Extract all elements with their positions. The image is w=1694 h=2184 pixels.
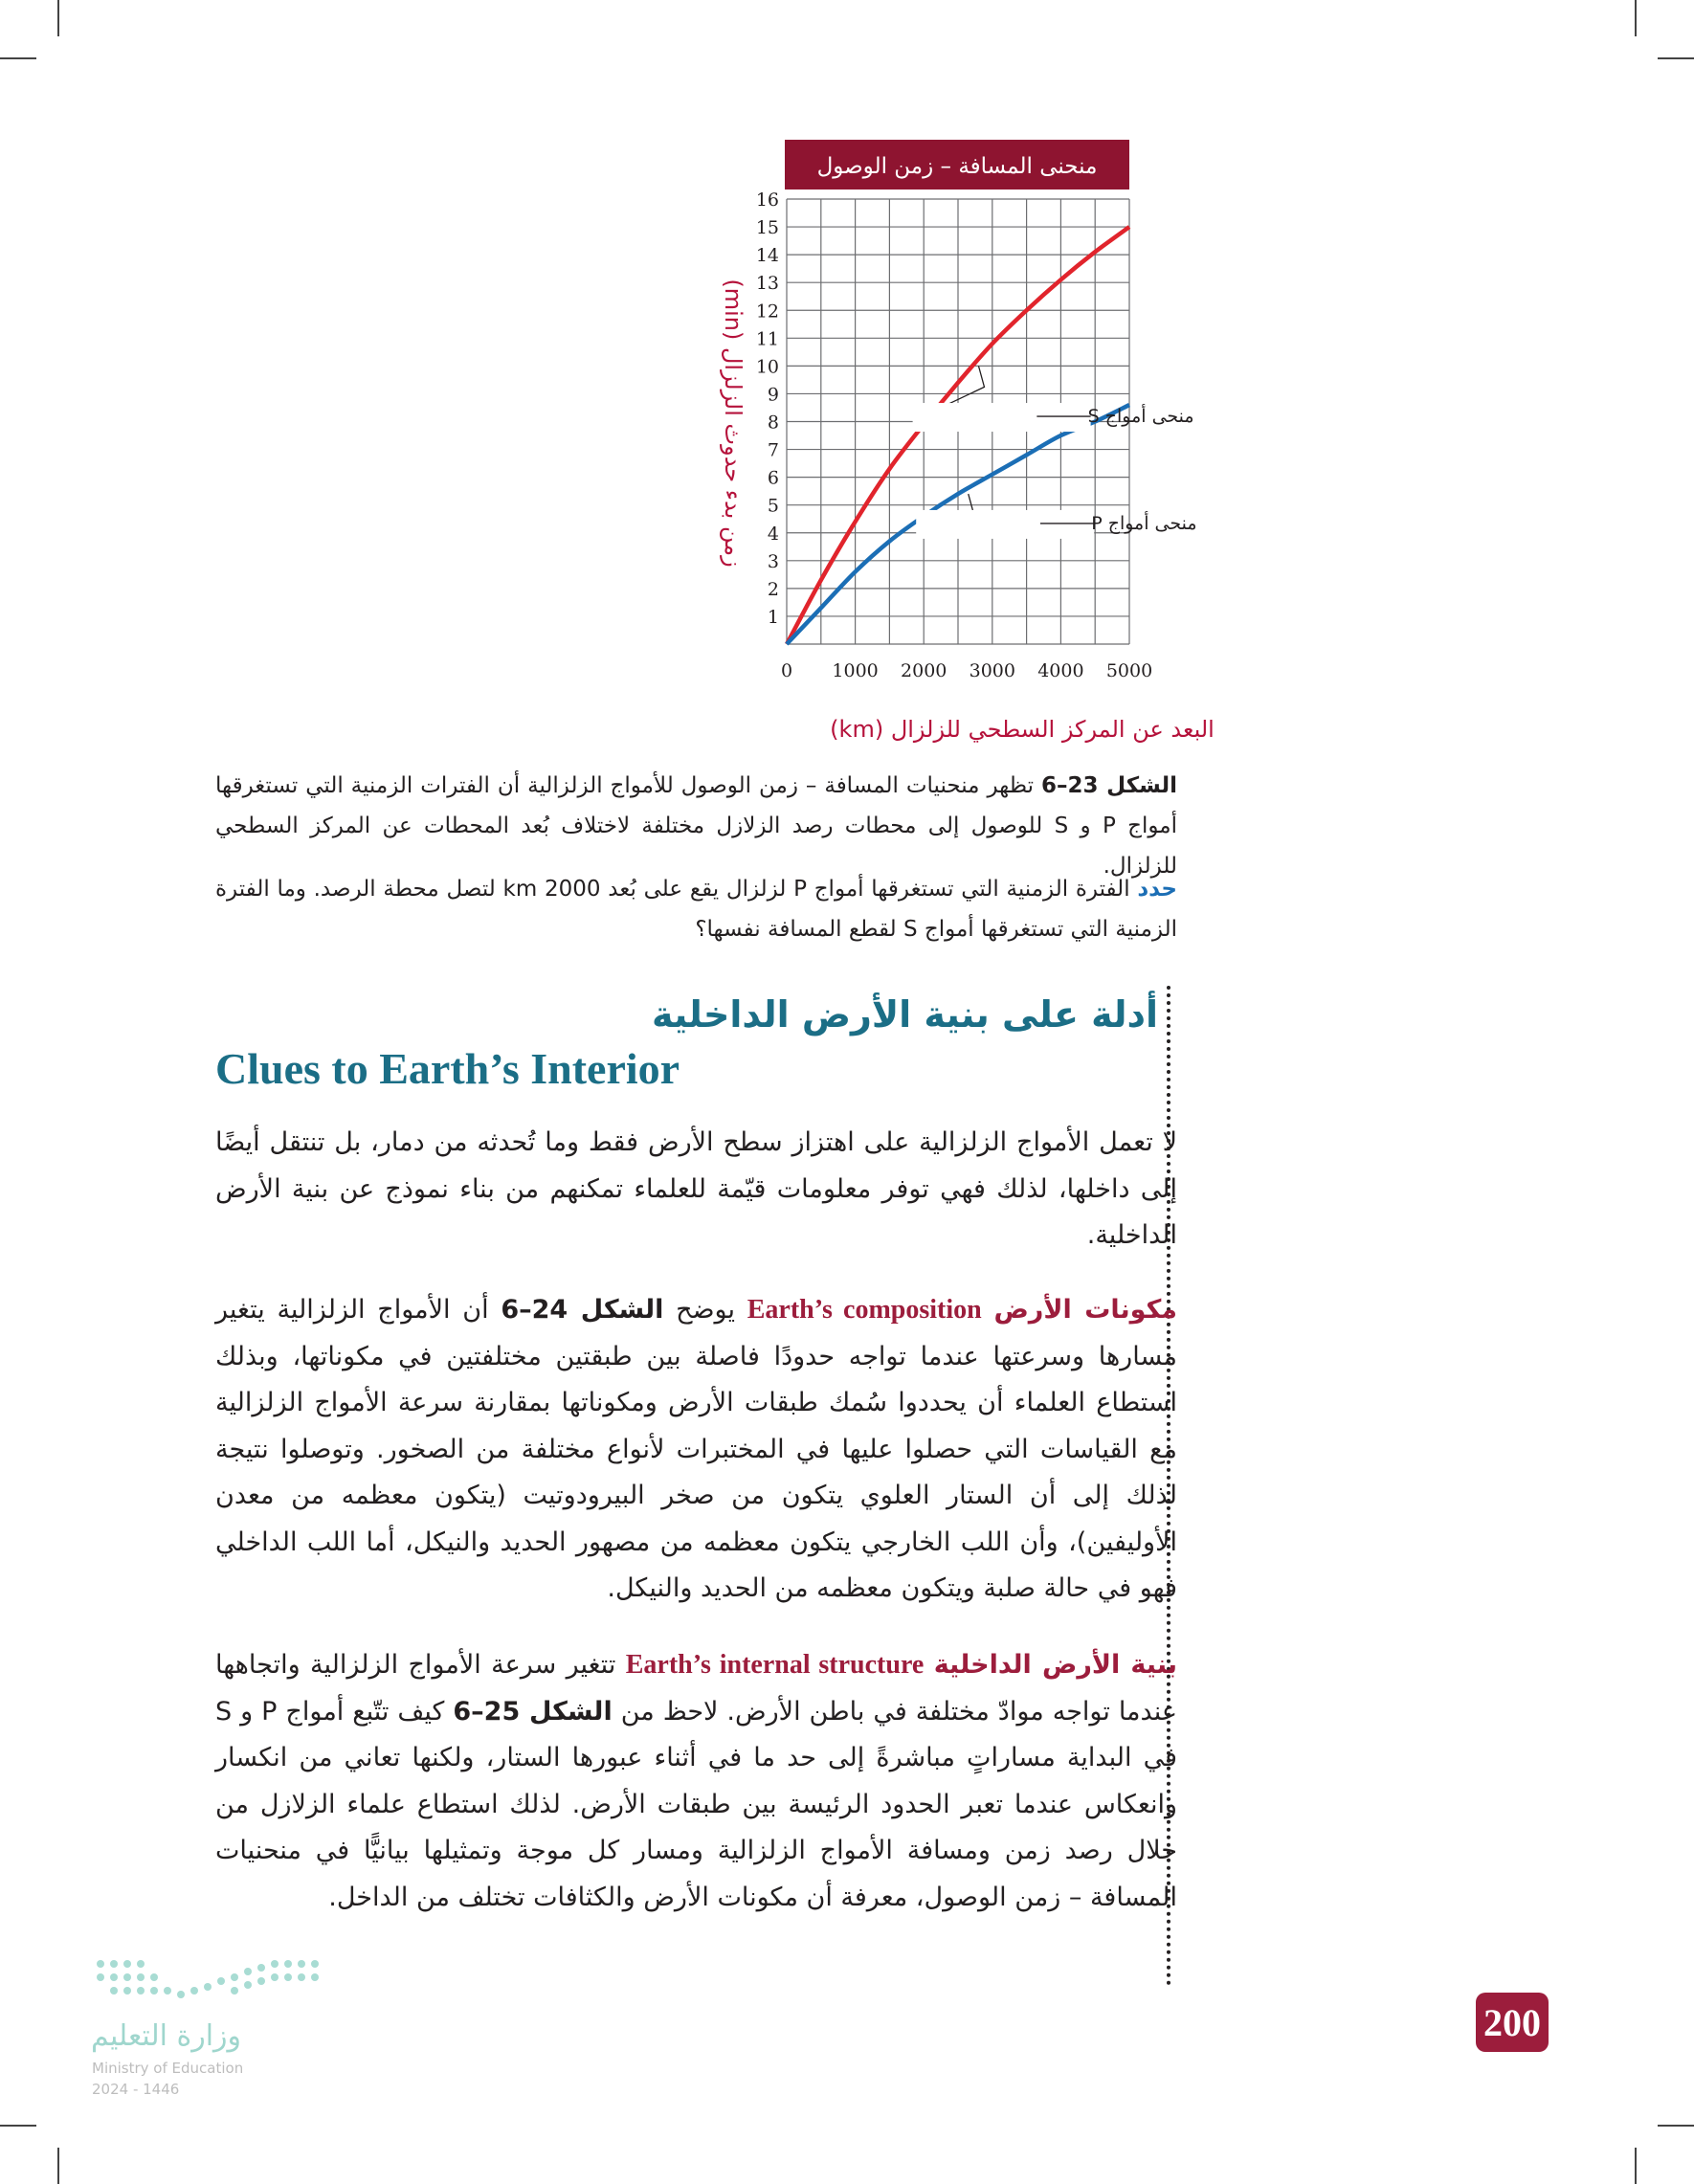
ministry-logo-icon	[91, 1952, 340, 2019]
section-heading-en: Clues to Earth’s Interior	[215, 1044, 680, 1093]
y-tick-label: 15	[755, 217, 779, 239]
intro-text: لا تعمل الأمواج الزلزالية على اهتزاز سطح الأرض فقط وما تُحدثه من دمار، بل تنتقل أيضًا إلى داخلها، لذلك فهي توفر معلومات قيّمة للعلماء تمكنهم من بناء نموذج عن بنية الأرض الداخلية.	[215, 1127, 1177, 1250]
series-callout-bg	[913, 403, 1091, 432]
composition-term-ar: مكونات الأرض	[993, 1295, 1177, 1325]
figure-question	[215, 869, 1177, 949]
composition-pre: يوضح	[676, 1295, 735, 1325]
y-tick-label: 1	[767, 606, 779, 628]
ministry-name-ar: وزارة التعليم	[91, 2019, 242, 2053]
structure-term-ar: بنية الأرض الداخلية	[933, 1650, 1177, 1680]
crop-mark	[1635, 2148, 1637, 2184]
chart-title: منحنى المسافة – زمن الوصول	[816, 154, 1098, 179]
crop-mark	[57, 0, 59, 36]
crop-mark	[1658, 2125, 1694, 2127]
caption-text: تظهر منحنيات المسافة – زمن الوصول للأمواج الزلزالية أن الفترات الزمنية التي تستغرقها أمواج P و S للوصول إلى محطات رصد الزلازل مختلفة لاختلاف بُعد المحطات عن المركز السطحي للزلزال.	[215, 773, 1178, 879]
question-verb: حدد	[1137, 877, 1177, 902]
y-tick-label: 12	[755, 301, 779, 323]
question-text: الفترة الزمنية التي تستغرقها أمواج P لزلزال يقع على بُعد 2000 km لتصل محطة الرصد. وما الفترة الزمنية التي تستغرقها أمواج S لقطع المسافة نفسها؟	[215, 877, 1177, 942]
y-tick-label: 6	[767, 467, 779, 489]
y-tick-label: 8	[767, 412, 779, 434]
y-tick-label: 10	[755, 356, 779, 378]
y-tick-label: 5	[767, 495, 779, 517]
crop-mark	[57, 2148, 59, 2184]
figure-number: الشكل 23–6	[1040, 773, 1177, 798]
x-axis-label: البعد عن المركز السطحي للزلزال (km)	[830, 716, 1215, 743]
series-callout-label: منحى أمواج S	[1087, 406, 1194, 428]
composition-term-en: Earth’s composition	[747, 1295, 982, 1325]
x-tick-label: 0	[780, 660, 793, 681]
crop-mark	[1658, 57, 1694, 59]
composition-text: أن الأمواج الزلزالية يتغير مسارها وسرعتها عندما تواجه حدودًا فاصلة بين طبقتين مختلفتين في مكوناتها، وبذلك استطاع العلماء أن يحددوا سُمك طبقات الأرض ومكوناتها بمقارنة سرعة الأمواج الزلزالية مع القياسات التي حصلوا عليها في المختبرات لأنواع مختلفة من الصخور. وتوصلوا نتيجة لذلك إلى أن الستار العلوي يتكون من صخر البيرودوتيت (يتكون معظمه من معدن الأوليفين)، وأن اللب الخارجي يتكون معظمه من مصهور الحديد والنيكل، أما اللب الداخلي فهو في حالة صلبة ويتكون معظمه من الحديد والنيكل.	[215, 1295, 1177, 1603]
crop-mark	[0, 57, 36, 59]
structure-text-1: تتغير سرعة الأمواج الزلزالية واتجاهها عندما تواجه موادّ مختلفة في باطن الأرض. لاحظ من	[215, 1650, 1177, 1727]
x-axis-ticks	[781, 660, 1152, 681]
y-axis-label: زمن بدء حدوث الزلزال (min)	[720, 279, 747, 568]
crop-mark	[1635, 0, 1637, 36]
x-tick-label: 5000	[1105, 660, 1153, 681]
y-tick-label: 4	[767, 523, 779, 545]
x-tick-label: 3000	[969, 660, 1015, 681]
x-tick-label: 4000	[1037, 660, 1084, 681]
structure-paragraph	[215, 1642, 1177, 1921]
ministry-year: 2024 - 1446	[92, 2081, 180, 2098]
intro-paragraph	[215, 1120, 1177, 1259]
series-callout-bg	[916, 510, 1094, 539]
distance-time-chart	[689, 134, 1215, 756]
y-tick-label: 11	[755, 328, 779, 350]
ministry-name-en: Ministry of Education	[92, 2060, 244, 2077]
y-tick-label: 13	[755, 273, 779, 295]
section-heading-ar: أدلة على بنية الأرض الداخلية	[651, 993, 1158, 1036]
page-number: 200	[1476, 1993, 1549, 2052]
y-tick-label: 14	[755, 245, 779, 267]
x-tick-label: 2000	[901, 660, 947, 681]
y-tick-label: 9	[767, 384, 779, 406]
structure-text-2: كيف تتّبع أمواج P و S في البداية مساراتٍ مباشرةً إلى حد ما في أثناء عبورها الستار، ولكنها تعاني من انكسار وانعكاس عندما تعبر الحدود الرئيسة بين طبقات الأرض. لذلك استطاع علماء الزلازل من خلال رصد زمن ومسافة الأمواج الزلزالية ومسار كل موجة وتمثيلها بيانيًّا في منحنيات المسافة – زمن الوصول، معرفة أن مكونات الأرض والكثافات تختلف من الداخل.	[215, 1696, 1177, 1912]
composition-fig-ref: الشكل 24–6	[501, 1295, 664, 1325]
y-tick-label: 16	[755, 189, 779, 211]
series-callout-label: منحى أمواج P	[1091, 512, 1197, 534]
composition-paragraph	[215, 1287, 1177, 1613]
y-tick-label: 7	[767, 439, 779, 461]
y-tick-label: 2	[767, 578, 779, 600]
structure-fig-ref: الشكل 25–6	[453, 1696, 613, 1727]
x-tick-label: 1000	[832, 660, 879, 681]
y-tick-label: 3	[767, 550, 779, 572]
structure-term-en: Earth’s internal structure	[625, 1650, 925, 1680]
crop-mark	[0, 2125, 36, 2127]
y-axis-ticks	[756, 189, 779, 628]
